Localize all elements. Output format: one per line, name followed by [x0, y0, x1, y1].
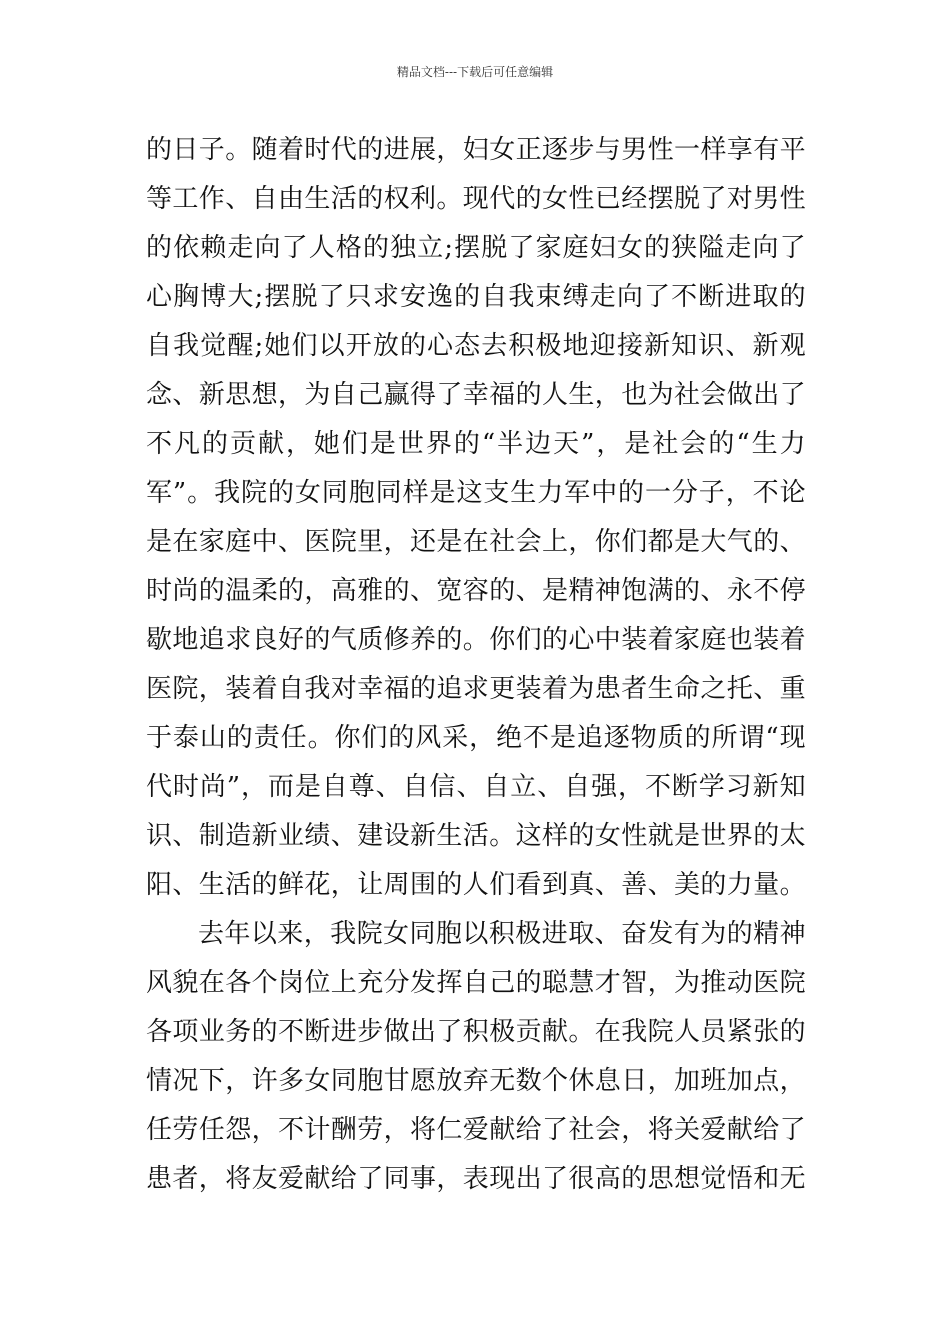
paragraph-1: 的日子。随着时代的进展，妇女正逐步与男性一样享有平等工作、自由生活的权利。现代的女性已经摆脱了对男性的依赖走向了人格的独立;摆脱了家庭妇女的狭隘走向了心胸博大;摆脱了只求安逸的自我束缚走向了不断进取的自我觉醒;她们以开放的心态去积极地迎接新知识、新观念、新思想，为自己赢得了幸福的人生，也为社会做出了不凡的贡献，她们是世界的“半边天”，是社会的“生力军”。我院的女同胞同样是这支生力军中的一分子，不论是在家庭中、医院里，还是在社会上，你们都是大气的、时尚的温柔的，高雅的、宽容的、是精神饱满的、永不停歇地追求良好的气质修养的。你们的心中装着家庭也装着医院，装着自我对幸福的追求更装着为患者生命之托、重于泰山的责任。你们的风采，绝不是追逐物质的所谓“现代时尚”，而是自尊、自信、自立、自强，不断学习新知识、制造新业绩、建设新生活。这样的女性就是世界的太阳、生活的鲜花，让周围的人们看到真、善、美的力量。: [146, 135, 807, 900]
page-header: 精品文档---下载后可任意编辑: [396, 65, 554, 79]
document-body: [146, 126, 806, 1204]
paragraph-2: 去年以来，我院女同胞以积极进取、奋发有为的精神风貌在各个岗位上充分发挥自己的聪慧才智，为推动医院各项业务的不断进步做出了积极贡献。在我院人员紧张的情况下，许多女同胞甘愿放弃无数个休息日，加班加点，任劳任怨，不计酬劳，将仁爱献给了社会，将关爱献给了患者，将友爱献给了同事，表现出了很高的思想觉悟和无: [146, 919, 807, 1194]
